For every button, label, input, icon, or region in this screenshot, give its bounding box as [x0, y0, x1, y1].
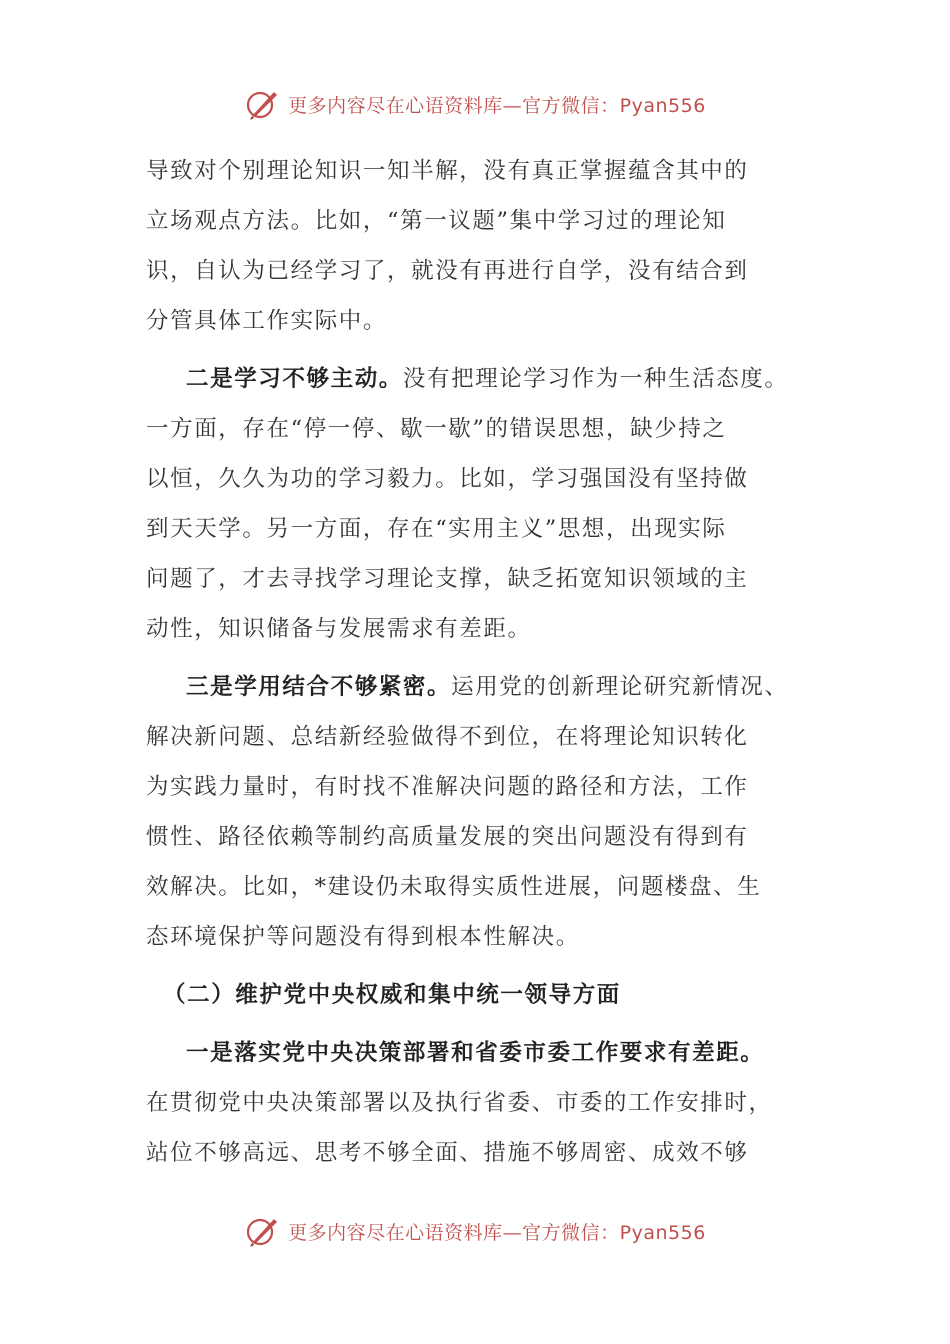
text-line: 识，自认为已经学习了，就没有再进行自学，没有结合到 — [146, 258, 749, 284]
paragraph-first-line: 三是学用结合不够紧密。运用党的创新理论研究新情况、 — [186, 674, 789, 700]
quill-logo-icon — [244, 86, 280, 122]
text-line: 一方面，存在“停一停、歇一歇”的错误思想，缺少持之 — [146, 416, 727, 442]
text-line: 动性，知识储备与发展需求有差距。 — [146, 616, 532, 642]
text-line: 效解决。比如，*建设仍未取得实质性进展，问题楼盘、生 — [146, 874, 762, 900]
header-banner — [0, 84, 950, 124]
text-line: 态环境保护等问题没有得到根本性解决。 — [146, 924, 580, 950]
text-line: 惯性、路径依赖等制约高质量发展的突出问题没有得到有 — [146, 824, 749, 850]
paragraph-first-line: 二是学习不够主动。没有把理论学习作为一种生活态度。 — [186, 366, 789, 392]
text-line: 为实践力量时，有时找不准解决问题的路径和方法，工作 — [146, 774, 749, 800]
wechat-handle: Pyan556 — [619, 1221, 706, 1244]
text-line: 导致对个别理论知识一知半解，没有真正掌握蕴含其中的 — [146, 158, 749, 184]
banner-text: 更多内容尽在心语资料库—官方微信：Pyan556 — [288, 1221, 706, 1244]
section-heading: （二）维护党中央权威和集中统一领导方面 — [163, 982, 621, 1008]
text-line: 站位不够高远、思考不够全面、措施不够周密、成效不够 — [146, 1140, 749, 1166]
paragraph-lead: 一是落实党中央决策部署和省委市委工作要求有差距。 — [186, 1040, 765, 1066]
paragraph-lead: 二是学习不够主动。 — [186, 366, 403, 392]
text-line: 到天天学。另一方面，存在“实用主义”思想，出现实际 — [146, 516, 727, 542]
text-line: 问题了，才去寻找学习理论支撑，缺乏拓宽知识领域的主 — [146, 566, 749, 592]
text-line: 立场观点方法。比如，“第一议题”集中学习过的理论知 — [146, 208, 727, 234]
text-line: 在贯彻党中央决策部署以及执行省委、市委的工作安排时， — [146, 1090, 773, 1116]
paragraph-lead: 三是学用结合不够紧密。 — [186, 674, 452, 700]
quill-logo-icon — [244, 1213, 280, 1249]
document-body — [146, 146, 826, 1178]
text-line: 以恒，久久为功的学习毅力。比如，学习强国没有坚持做 — [146, 466, 749, 492]
wechat-handle: Pyan556 — [619, 94, 706, 117]
text-line: 解决新问题、总结新经验做得不到位，在将理论知识转化 — [146, 724, 749, 750]
text-line: 分管具体工作实际中。 — [146, 308, 388, 334]
banner-text: 更多内容尽在心语资料库—官方微信：Pyan556 — [288, 94, 706, 117]
footer-banner — [0, 1211, 950, 1251]
